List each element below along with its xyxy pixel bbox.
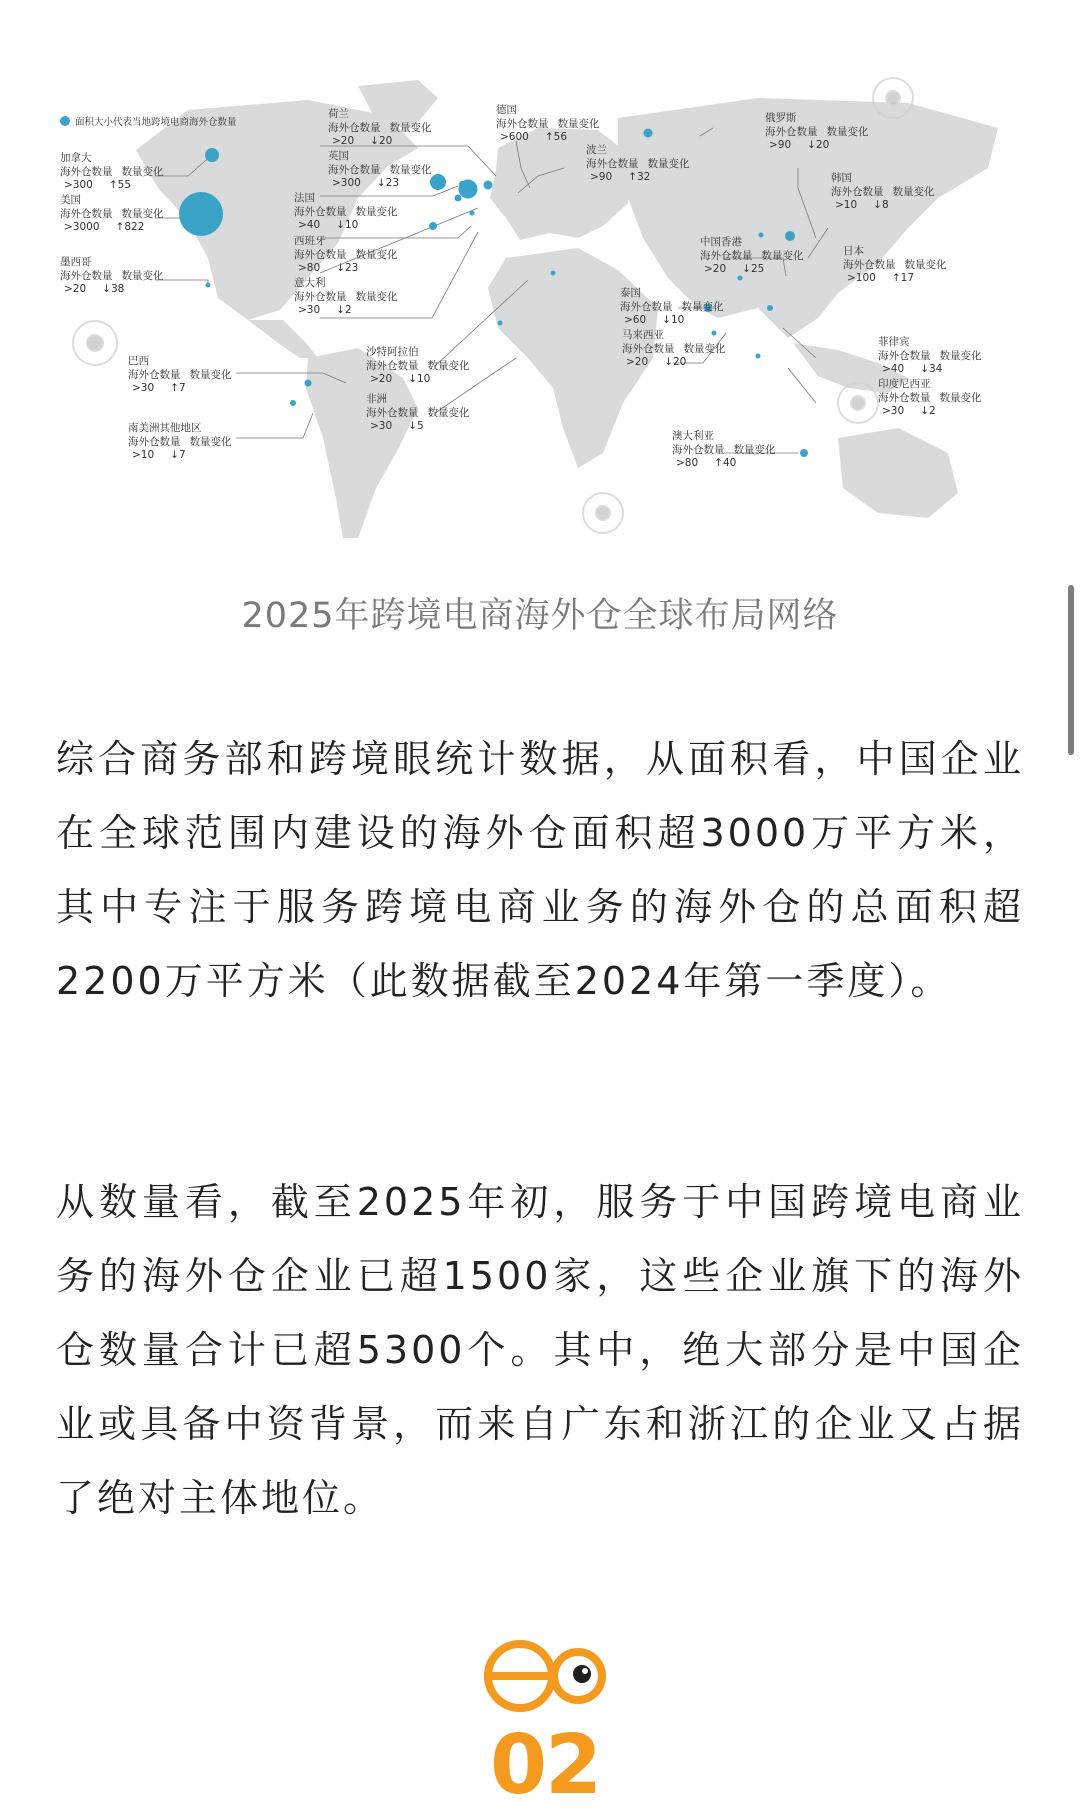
region-label — [831, 172, 935, 213]
region-header — [60, 270, 164, 284]
region-name: 菲律宾 — [878, 336, 910, 348]
region-header — [328, 164, 432, 178]
region-label — [60, 256, 164, 297]
header-change-label: 数量变化 — [733, 443, 776, 456]
region-header — [831, 186, 935, 200]
bubble-indonesia — [756, 354, 761, 359]
region-change: ↑55 — [108, 179, 132, 191]
region-label — [586, 144, 690, 185]
region-label — [294, 192, 398, 233]
header-count-label: 海外仓数量 — [700, 249, 753, 262]
header-change-label: 数量变化 — [355, 290, 398, 303]
region-name: 美国 — [60, 194, 81, 206]
header-change-label: 数量变化 — [647, 157, 690, 170]
header-count-label: 海外仓数量 — [294, 248, 347, 261]
region-change: ↓38 — [102, 283, 125, 295]
bubble-germany — [459, 180, 478, 199]
region-count: >40 — [298, 219, 321, 231]
header-change-label: 数量变化 — [121, 269, 164, 282]
region-values — [765, 139, 869, 153]
region-change: ↓10 — [408, 373, 431, 385]
region-values — [496, 131, 600, 145]
region-label — [765, 112, 869, 153]
region-header — [294, 206, 398, 220]
region-change: ↑17 — [891, 272, 915, 284]
header-count-label: 海外仓数量 — [60, 207, 113, 220]
region-change: ↓20 — [370, 135, 393, 147]
region-count: >30 — [370, 420, 393, 432]
region-header — [60, 166, 164, 180]
region-change: ↓34 — [920, 363, 943, 375]
region-values — [366, 420, 470, 434]
header-count-label: 海外仓数量 — [620, 300, 673, 313]
region-label — [60, 194, 164, 235]
region-count: >90 — [769, 139, 792, 151]
header-change-label: 数量变化 — [904, 258, 947, 271]
region-count: >600 — [500, 131, 529, 143]
region-values — [843, 272, 947, 286]
region-header — [765, 126, 869, 140]
region-header — [700, 250, 804, 264]
region-name: 加拿大 — [60, 152, 92, 164]
region-header — [294, 249, 398, 263]
region-count: >90 — [590, 171, 613, 183]
header-count-label: 海外仓数量 — [328, 121, 381, 134]
region-count: >10 — [835, 199, 858, 211]
bubble-uk — [430, 174, 446, 190]
region-name: 荷兰 — [328, 108, 349, 120]
bubble-poland — [484, 181, 493, 190]
region-header — [60, 208, 164, 222]
header-change-label: 数量变化 — [939, 391, 982, 404]
region-values — [60, 221, 164, 235]
region-change: ↓10 — [336, 219, 359, 231]
header-count-label: 海外仓数量 — [366, 406, 419, 419]
region-change: ↓23 — [336, 262, 359, 274]
region-change: ↓25 — [742, 263, 765, 275]
region-name: 意大利 — [294, 277, 326, 289]
region-label — [496, 104, 600, 145]
region-name: 泰国 — [620, 287, 641, 299]
region-label — [622, 329, 726, 370]
header-count-label: 海外仓数量 — [128, 368, 181, 381]
region-label — [128, 355, 232, 396]
header-count-label: 海外仓数量 — [294, 290, 347, 303]
bubble-saudi — [551, 271, 556, 276]
region-header — [586, 158, 690, 172]
legend-text: 面积大小代表当地跨境电商海外仓数量 — [75, 117, 237, 128]
region-count: >40 — [882, 363, 905, 375]
header-change-label: 数量变化 — [189, 368, 232, 381]
header-count-label: 海外仓数量 — [672, 443, 725, 456]
region-values — [831, 199, 935, 213]
bubble-italy — [470, 211, 475, 216]
bubble-mexico — [206, 283, 211, 288]
region-header — [294, 291, 398, 305]
header-change-label: 数量变化 — [121, 207, 164, 220]
region-name: 波兰 — [586, 144, 607, 156]
region-header — [672, 444, 776, 458]
header-change-label: 数量变化 — [939, 349, 982, 362]
region-change: ↓10 — [662, 314, 685, 326]
region-name: 英国 — [328, 150, 349, 162]
region-name: 法国 — [294, 192, 315, 204]
header-count-label: 海外仓数量 — [765, 125, 818, 138]
header-change-label: 数量变化 — [826, 125, 869, 138]
header-count-label: 海外仓数量 — [496, 117, 549, 130]
region-values — [128, 382, 232, 396]
region-count: >30 — [132, 382, 155, 394]
region-label — [843, 245, 947, 286]
region-name: 马来西亚 — [622, 329, 664, 341]
map-legend — [60, 114, 237, 128]
region-values — [294, 262, 398, 276]
region-change: ↑40 — [714, 457, 737, 469]
bubble-spain — [429, 222, 437, 230]
region-values — [366, 373, 470, 387]
region-header — [366, 360, 470, 374]
region-count: >20 — [626, 356, 649, 368]
header-count-label: 海外仓数量 — [831, 185, 884, 198]
bubble-africa — [498, 321, 503, 326]
region-values — [60, 283, 164, 297]
figure-caption: 2025年跨境电商海外仓全球布局网络 — [241, 596, 839, 636]
region-label — [672, 430, 776, 471]
region-label — [294, 235, 398, 276]
region-label — [128, 422, 232, 463]
australia-shape — [838, 428, 958, 518]
region-header — [622, 343, 726, 357]
region-values — [328, 177, 432, 191]
header-count-label: 海外仓数量 — [366, 359, 419, 372]
header-count-label: 海外仓数量 — [622, 342, 675, 355]
region-values — [622, 356, 726, 370]
header-change-label: 数量变化 — [189, 435, 232, 448]
region-count: >300 — [64, 179, 93, 191]
region-name: 俄罗斯 — [765, 112, 797, 124]
region-label — [878, 336, 982, 377]
region-count: >60 — [624, 314, 647, 326]
region-header — [128, 369, 232, 383]
header-count-label: 海外仓数量 — [586, 157, 639, 170]
region-values — [328, 135, 432, 149]
region-name: 非洲 — [366, 393, 387, 405]
region-change: ↓7 — [170, 449, 186, 461]
region-header — [620, 301, 724, 315]
region-label — [60, 152, 164, 193]
region-header — [128, 436, 232, 450]
region-change: ↓2 — [336, 304, 352, 316]
region-values — [128, 449, 232, 463]
region-values — [294, 219, 398, 233]
region-name: 沙特阿拉伯 — [366, 346, 419, 358]
region-name: 巴西 — [128, 355, 149, 367]
header-count-label: 海外仓数量 — [843, 258, 896, 271]
region-count: >80 — [676, 457, 699, 469]
region-count: >80 — [298, 262, 321, 274]
region-change: ↓2 — [920, 405, 936, 417]
header-change-label: 数量变化 — [355, 205, 398, 218]
region-header — [328, 122, 432, 136]
header-count-label: 海外仓数量 — [60, 165, 113, 178]
header-change-label: 数量变化 — [681, 300, 724, 313]
region-change: ↓8 — [873, 199, 889, 211]
region-count: >30 — [882, 405, 905, 417]
header-count-label: 海外仓数量 — [294, 205, 347, 218]
region-count: >100 — [847, 272, 876, 284]
scrollbar[interactable] — [1068, 585, 1074, 755]
region-name: 南美洲其他地区 — [128, 422, 202, 434]
bubble-russia — [644, 129, 653, 138]
bubble-france — [455, 195, 462, 202]
region-values — [620, 314, 724, 328]
region-change: ↓23 — [376, 177, 400, 189]
region-change: ↓5 — [408, 420, 424, 432]
region-header — [366, 407, 470, 421]
region-count: >3000 — [64, 221, 100, 233]
section-number: 02 — [489, 1718, 601, 1813]
region-label — [366, 393, 470, 434]
region-count: >20 — [332, 135, 355, 147]
bubble-brazil — [305, 380, 312, 387]
region-change: ↑56 — [544, 131, 568, 143]
header-change-label: 数量变化 — [557, 117, 600, 130]
region-change: ↑32 — [628, 171, 651, 183]
central-america-shape — [248, 320, 318, 358]
region-name: 中国香港 — [700, 236, 742, 248]
region-name: 日本 — [843, 245, 864, 257]
region-name: 印度尼西亚 — [878, 378, 931, 390]
region-label — [620, 287, 724, 328]
region-count: >300 — [332, 177, 361, 189]
header-change-label: 数量变化 — [427, 406, 470, 419]
region-count: >20 — [370, 373, 393, 385]
bubble-philippines — [767, 305, 773, 311]
region-label — [328, 108, 432, 149]
header-change-label: 数量变化 — [355, 248, 398, 261]
region-change: ↓20 — [664, 356, 687, 368]
region-values — [586, 171, 690, 185]
region-label — [366, 346, 470, 387]
region-label — [700, 236, 804, 277]
header-count-label: 海外仓数量 — [878, 349, 931, 362]
region-values — [672, 457, 776, 471]
header-change-label: 数量变化 — [389, 163, 432, 176]
region-values — [878, 405, 982, 419]
region-label — [328, 150, 432, 191]
header-change-label: 数量变化 — [121, 165, 164, 178]
region-count: >30 — [298, 304, 321, 316]
region-name: 澳大利亚 — [672, 430, 714, 442]
region-name: 韩国 — [831, 172, 852, 184]
region-change: ↑822 — [115, 221, 145, 233]
region-count: >20 — [64, 283, 87, 295]
paragraph-count-stats: 从数量看，截至2025年初，服务于中国跨境电商业务的海外仓企业已超1500家，这些企业旗下的海外仓数量合计已超5300个。其中，绝大部分是中国企业或具备中资背景，而来自广东和浙江的企业又占据了绝对主体地位。 — [56, 1180, 1024, 1520]
region-values — [60, 179, 164, 193]
header-count-label: 海外仓数量 — [878, 391, 931, 404]
region-name: 西班牙 — [294, 235, 326, 247]
bubble-usa — [179, 192, 223, 236]
header-count-label: 海外仓数量 — [60, 269, 113, 282]
header-count-label: 海外仓数量 — [328, 163, 381, 176]
region-header — [496, 118, 600, 132]
region-name: 德国 — [496, 104, 517, 116]
region-values — [294, 304, 398, 318]
region-change: ↓20 — [807, 139, 830, 151]
paragraph-area-stats: 综合商务部和跨境眼统计数据，从面积看，中国企业在全球范围内建设的海外仓面积超3000万平方米，其中专注于服务跨境电商业务的海外仓的总面积超2200万平方米（此数据截至2024年第一季度）。 — [56, 737, 1024, 1003]
header-change-label: 数量变化 — [389, 121, 432, 134]
region-count: >20 — [704, 263, 727, 275]
region-values — [700, 263, 804, 277]
region-header — [878, 392, 982, 406]
region-change: ↑7 — [170, 382, 186, 394]
region-label — [294, 277, 398, 318]
header-change-label: 数量变化 — [683, 342, 726, 355]
bubble-canada — [205, 148, 219, 162]
owl-eyes-logo-icon — [470, 1630, 620, 1730]
header-change-label: 数量变化 — [427, 359, 470, 372]
section-badge — [470, 1630, 620, 1813]
legend-bubble-icon — [60, 116, 70, 126]
region-header — [843, 259, 947, 273]
world-map-figure — [58, 58, 1022, 568]
bubble-south-america-other — [290, 400, 296, 406]
header-count-label: 海外仓数量 — [128, 435, 181, 448]
region-values — [878, 363, 982, 377]
bubble-australia — [800, 449, 808, 457]
region-name: 墨西哥 — [60, 256, 92, 268]
region-label — [878, 378, 982, 419]
header-change-label: 数量变化 — [892, 185, 935, 198]
header-change-label: 数量变化 — [761, 249, 804, 262]
region-header — [878, 350, 982, 364]
region-count: >10 — [132, 449, 155, 461]
